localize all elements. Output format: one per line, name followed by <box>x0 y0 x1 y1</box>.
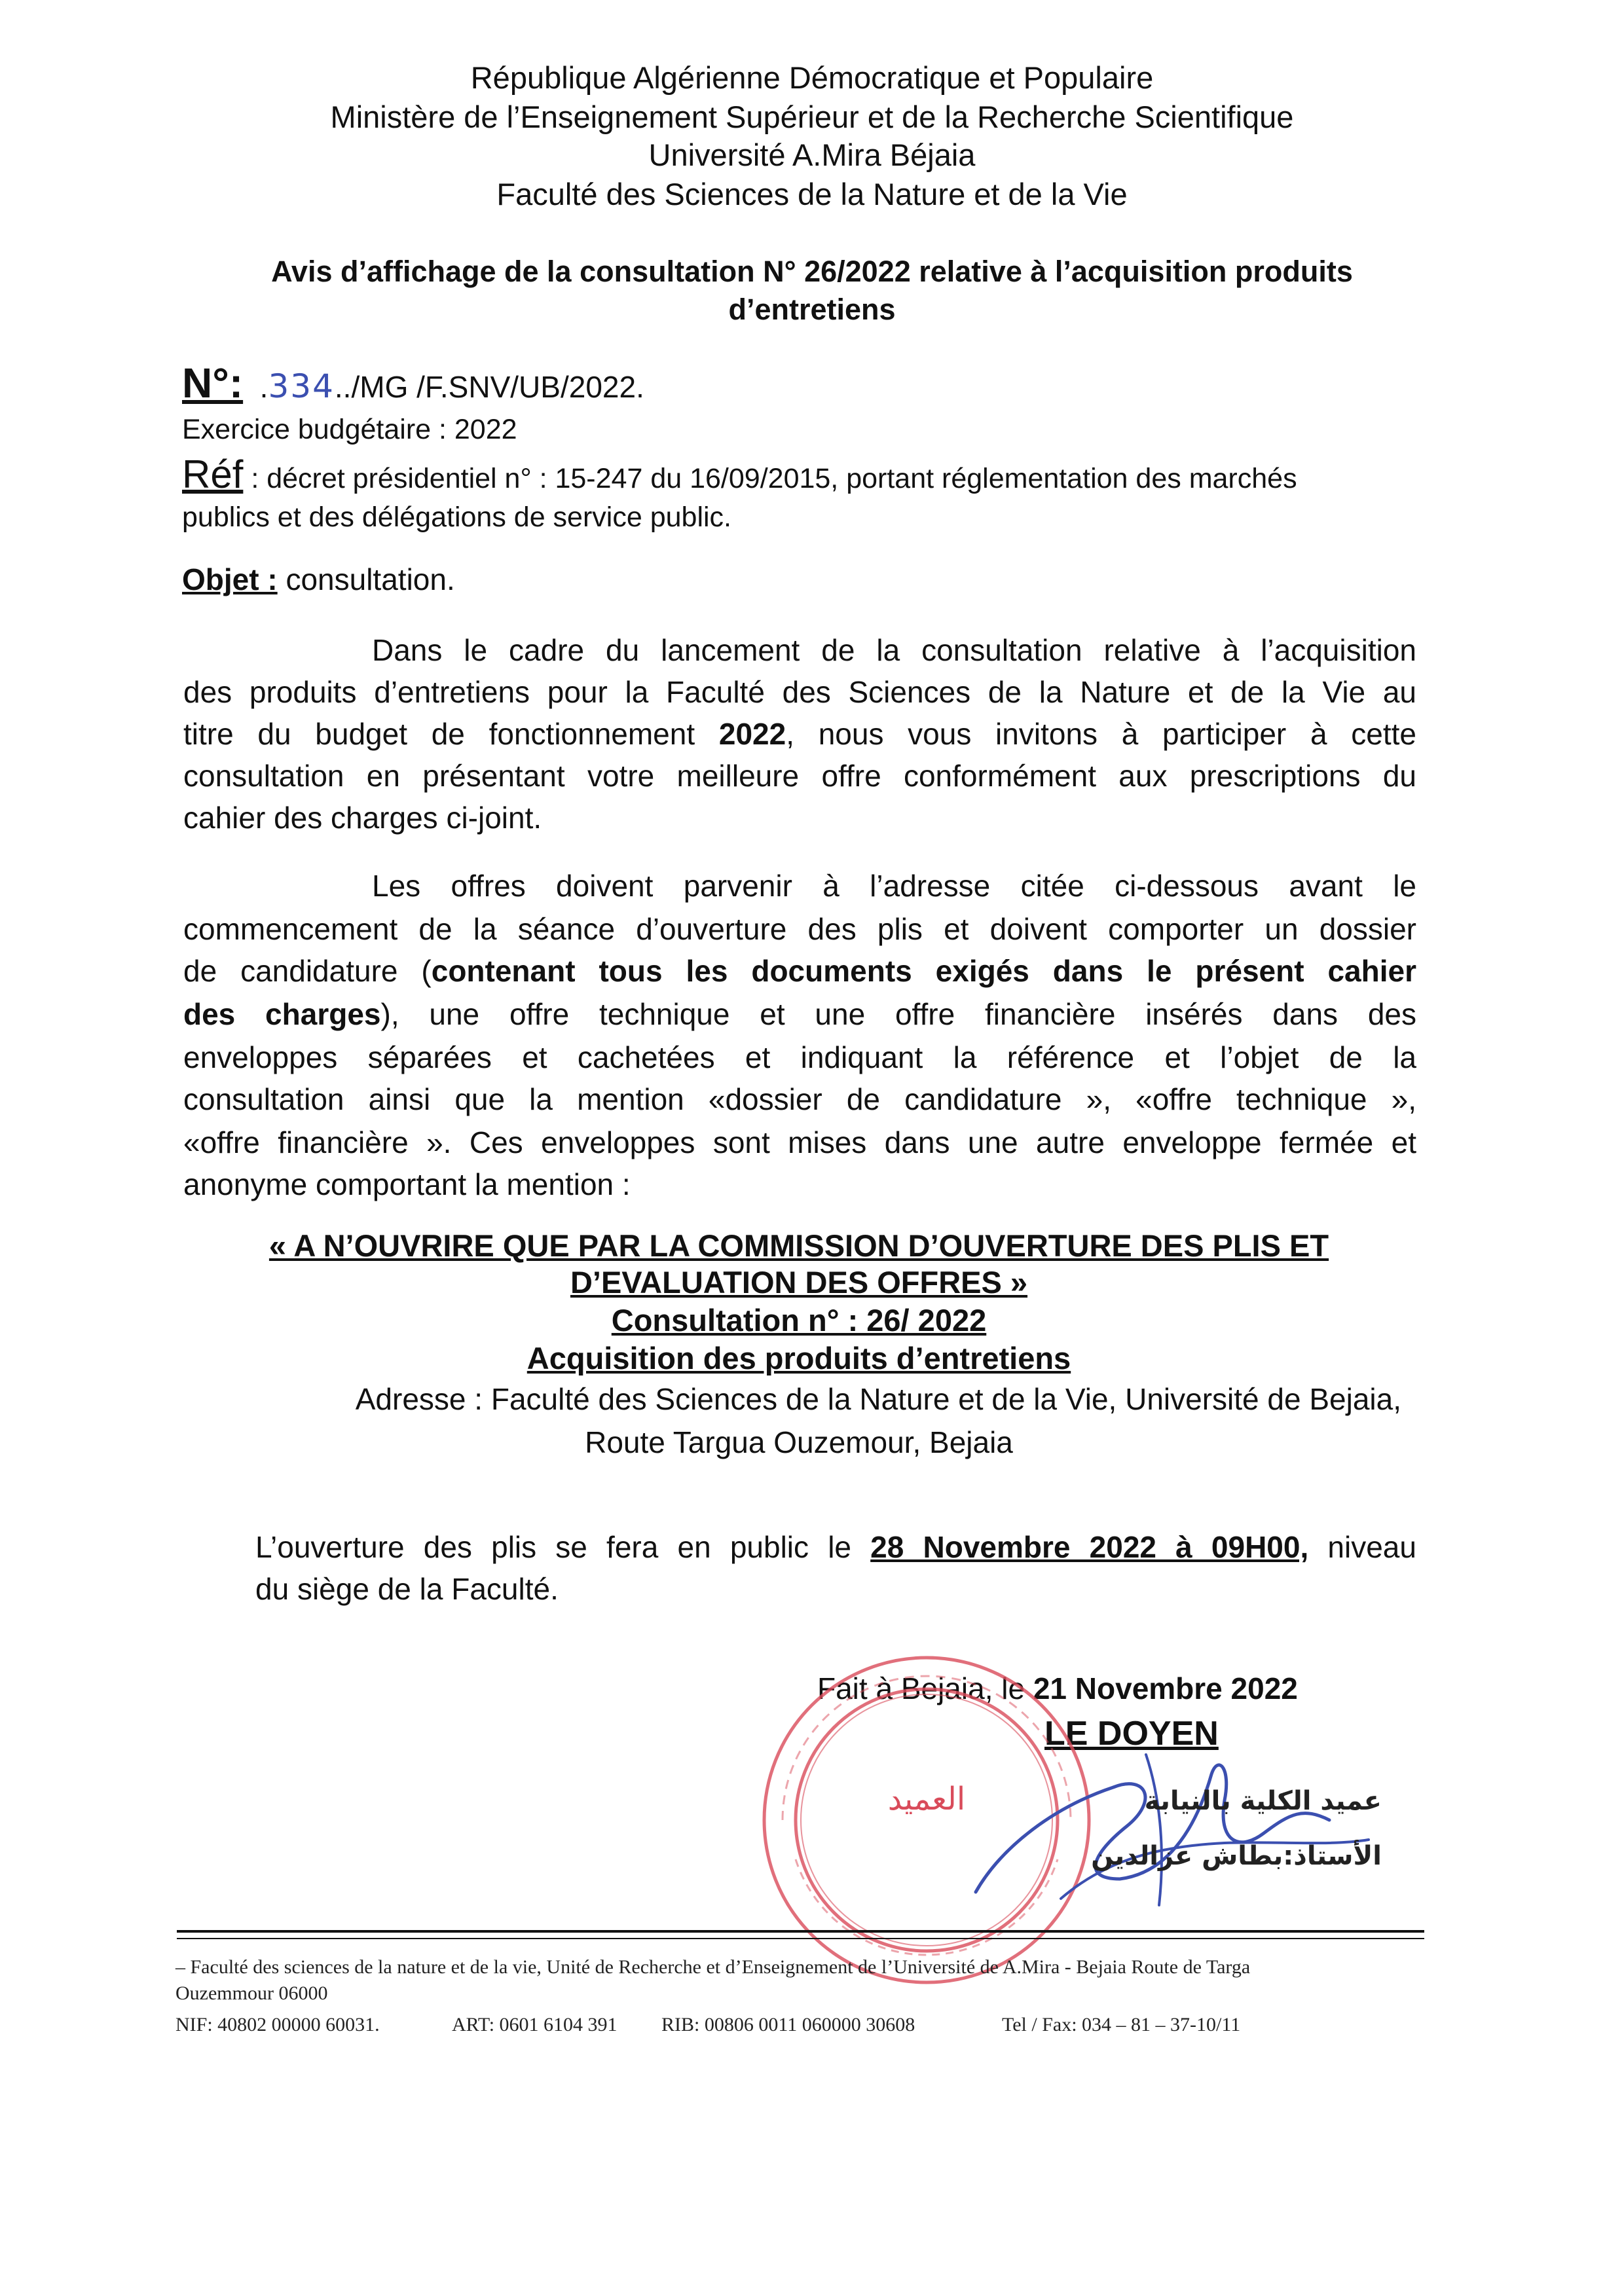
title-line-1: Avis d’affichage de la consultation N° 26/2022 relative à l’acquisition produits <box>271 255 1353 288</box>
footer-tel: Tel / Fax: 034 – 81 – 37-10/11 <box>1002 2014 1241 2035</box>
header-line-4: Faculté des Sciences de la Nature et de la Vie <box>496 177 1128 211</box>
paragraph2-line-7: «offre financière ». Ces enveloppes sont mises dans une autre enveloppe fermée et <box>183 1125 1416 1159</box>
opening-date: 28 Novembre 2022 à 09H00, <box>870 1530 1309 1564</box>
arabic-title: عميد الكلية بالنيابة <box>1144 1786 1382 1816</box>
reference-decree <box>182 452 1297 497</box>
paragraph1-line-1: Dans le cadre du lancement de la consultation relative à l’acquisition <box>372 633 1416 667</box>
mention-acquisition: Acquisition des produits d’entretiens <box>526 1341 1071 1376</box>
paragraph1-line-4: consultation en présentant votre meilleure offre conformément aux prescriptions du <box>183 759 1416 793</box>
ref-line-1: : décret présidentiel n° : 15-247 du 16/09/2015, portant réglementation des marchés <box>243 463 1297 494</box>
title-line-2: d’entretiens <box>728 293 896 326</box>
paragraph1-line-3: titre du budget de fonctionnement 2022, nous vous invitons à participer à cette <box>183 717 1416 751</box>
handwritten-number: 334 <box>268 367 335 405</box>
paragraph2-line-4: des charges), une offre technique et une offre financière insérés dans des <box>183 997 1416 1031</box>
objet-value: consultation. <box>277 562 455 596</box>
paragraph2-line-6: consultation ainsi que la mention «dossier de candidature », «offre technique », <box>183 1082 1416 1116</box>
number-label: N°: <box>182 359 244 407</box>
paragraph2-line-8: anonyme comportant la mention : <box>183 1167 631 1201</box>
mention-consultation: Consultation n° : 26/ 2022 <box>611 1303 987 1338</box>
reference-number: N°: .334../MG /F.SNV/UB/2022. <box>182 359 644 407</box>
footer-rule-top <box>177 1930 1424 1933</box>
objet <box>182 562 455 597</box>
footer-art: ART: 0601 6104 391 <box>452 2014 618 2035</box>
opening-line-1: L’ouverture des plis se fera en public le 28 Novembre 2022 à 09H00, niveau <box>255 1530 1416 1564</box>
paragraph2-line-1: Les offres doivent parvenir à l’adresse citée ci-dessous avant le <box>372 869 1416 903</box>
signatory-role: LE DOYEN <box>1044 1715 1219 1753</box>
exercice-budgetaire: Exercice budgétaire : 2022 <box>182 414 517 445</box>
objet-label: Objet : <box>182 562 278 596</box>
footer-line-2: Ouzemmour 06000 <box>175 1982 328 2004</box>
ref-line-2: publics et des délégations de service public. <box>182 501 732 533</box>
mention-line-2: D’EVALUATION DES OFFRES » <box>570 1265 1028 1300</box>
footer-nif: NIF: 40802 00000 60031. <box>175 2014 380 2035</box>
arabic-name: الأستاذ:بطاش عزالدين <box>1091 1841 1382 1871</box>
handwritten-signature <box>963 1728 1388 1918</box>
number-rest: ../MG /F.SNV/UB/2022. <box>334 370 644 404</box>
paragraph2-line-5: enveloppes séparées et cachetées et indiquant la référence et l’objet de la <box>183 1040 1416 1074</box>
paragraph2-line-2: commencement de la séance d’ouverture des plis et doivent comporter un dossier <box>183 912 1416 946</box>
stamp-text: العميد <box>887 1781 966 1817</box>
header-line-3: Université A.Mira Béjaia <box>648 137 976 172</box>
footer-rule-bottom <box>177 1938 1424 1939</box>
ref-label: Réf <box>182 452 244 496</box>
footer-rib: RIB: 00806 0011 060000 30608 <box>661 2014 915 2035</box>
paragraph1-line-2: des produits d’entretiens pour la Faculté des Sciences de la Nature et de la Vie au <box>183 675 1416 709</box>
paragraph2-line-3: de candidature (contenant tous les documents exigés dans le présent cahier <box>183 954 1416 988</box>
footer-line-1: – Faculté des sciences de la nature et de la vie, Unité de Recherche et d’Enseignement de l’Université de A.Mira - Bejaia Route de Targa <box>175 1956 1251 1978</box>
address-line-1: Adresse : Faculté des Sciences de la Nature et de la Vie, Université de Bejaia, <box>355 1382 1401 1416</box>
header-line-2: Ministère de l’Enseignement Supérieur et de la Recherche Scientifique <box>330 100 1294 134</box>
opening-line-2: du siège de la Faculté. <box>255 1572 559 1606</box>
header-line-1: République Algérienne Démocratique et Populaire <box>470 60 1154 95</box>
paragraph1-line-5: cahier des charges ci-joint. <box>183 801 542 835</box>
place-date: Fait à Bejaia, le 21 Novembre 2022 <box>817 1671 1298 1705</box>
mention-line-1: « A N’OUVRIRE QUE PAR LA COMMISSION D’OUVERTURE DES PLIS ET <box>268 1228 1329 1263</box>
address-line-2: Route Targua Ouzemour, Bejaia <box>585 1425 1013 1459</box>
